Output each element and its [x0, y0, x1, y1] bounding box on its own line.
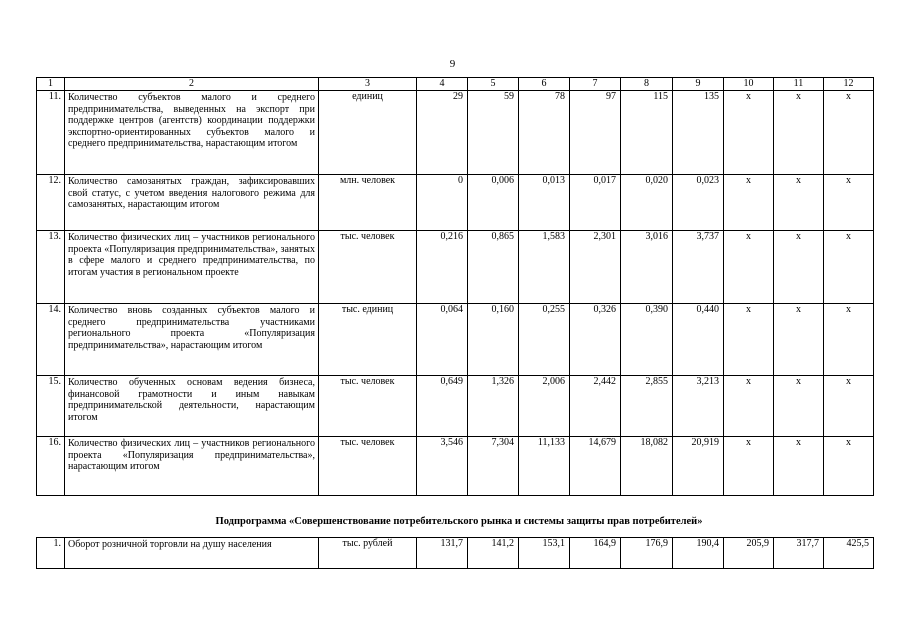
value-cell: 97 [570, 91, 621, 175]
value-cell: х [774, 91, 824, 175]
value-cell: 29 [417, 91, 468, 175]
value-cell: 425,5 [824, 538, 874, 569]
table-row [37, 437, 874, 496]
value-cell: 0,216 [417, 231, 468, 304]
value-cell: х [724, 175, 774, 231]
unit-of-measure: тыс. человек [319, 437, 417, 496]
column-header: 1 [37, 78, 65, 91]
value-cell: 0,440 [673, 304, 724, 376]
value-cell: 3,546 [417, 437, 468, 496]
unit-of-measure: млн. человек [319, 175, 417, 231]
column-header: 10 [724, 78, 774, 91]
value-cell: 115 [621, 91, 673, 175]
indicators-table [36, 77, 874, 496]
value-cell: х [824, 175, 874, 231]
row-number: 12. [37, 175, 65, 231]
indicator-name: Оборот розничной торговли на душу населения [65, 538, 319, 569]
indicator-name: Количество физических лиц – участников регионального проекта «Популяризация предпринимательства», нарастающим итогом [65, 437, 319, 496]
value-cell: 190,4 [673, 538, 724, 569]
value-cell: х [824, 437, 874, 496]
table-row [37, 376, 874, 437]
value-cell: 1,583 [519, 231, 570, 304]
table-row [37, 231, 874, 304]
column-header: 8 [621, 78, 673, 91]
value-cell: 0 [417, 175, 468, 231]
column-header: 11 [774, 78, 824, 91]
value-cell: 2,006 [519, 376, 570, 437]
value-cell: 3,213 [673, 376, 724, 437]
page-number: 9 [449, 58, 456, 70]
value-cell: 0,865 [468, 231, 519, 304]
value-cell: 141,2 [468, 538, 519, 569]
value-cell: 7,304 [468, 437, 519, 496]
column-header: 2 [65, 78, 319, 91]
value-cell: 164,9 [570, 538, 621, 569]
row-number: 1. [37, 538, 65, 569]
value-cell: 0,013 [519, 175, 570, 231]
row-number: 16. [37, 437, 65, 496]
indicator-name: Количество вновь созданных субъектов малого и среднего предпринимательства участниками регионального проекта «Популяризация предпринимательства», нарастающим итогом [65, 304, 319, 376]
value-cell: х [774, 304, 824, 376]
value-cell: х [824, 376, 874, 437]
unit-of-measure: тыс. единиц [319, 304, 417, 376]
value-cell: 18,082 [621, 437, 673, 496]
subprogram-table [36, 537, 874, 569]
value-cell: 3,737 [673, 231, 724, 304]
unit-of-measure: единиц [319, 91, 417, 175]
value-cell: 135 [673, 91, 724, 175]
table-row [37, 538, 874, 569]
unit-of-measure: тыс. человек [319, 376, 417, 437]
row-number: 13. [37, 231, 65, 304]
value-cell: х [724, 304, 774, 376]
indicator-name: Количество обученных основам ведения бизнеса, финансовой грамотности и иным навыкам предпринимательской деятельности, нарастающим итогом [65, 376, 319, 437]
value-cell: 2,301 [570, 231, 621, 304]
value-cell: х [774, 231, 824, 304]
value-cell: 0,017 [570, 175, 621, 231]
value-cell: х [774, 437, 824, 496]
column-header: 5 [468, 78, 519, 91]
value-cell: 0,649 [417, 376, 468, 437]
value-cell: 153,1 [519, 538, 570, 569]
value-cell: 131,7 [417, 538, 468, 569]
table-row [37, 304, 874, 376]
column-header: 6 [519, 78, 570, 91]
value-cell: 78 [519, 91, 570, 175]
value-cell: 317,7 [774, 538, 824, 569]
value-cell: 59 [468, 91, 519, 175]
column-header: 12 [824, 78, 874, 91]
value-cell: 0,326 [570, 304, 621, 376]
subprogram-title: Подпрограмма «Совершенствование потребительского рынка и системы защиты прав потребителей» [215, 516, 703, 527]
column-number-row [37, 78, 874, 91]
value-cell: 2,855 [621, 376, 673, 437]
value-cell: 0,255 [519, 304, 570, 376]
value-cell: х [724, 376, 774, 437]
value-cell: 0,390 [621, 304, 673, 376]
table-row [37, 91, 874, 175]
value-cell: х [724, 231, 774, 304]
value-cell: х [824, 304, 874, 376]
value-cell: 205,9 [724, 538, 774, 569]
column-header: 3 [319, 78, 417, 91]
table-row [37, 175, 874, 231]
value-cell: 11,133 [519, 437, 570, 496]
value-cell: 1,326 [468, 376, 519, 437]
value-cell: 0,006 [468, 175, 519, 231]
value-cell: 0,160 [468, 304, 519, 376]
value-cell: 2,442 [570, 376, 621, 437]
row-number: 15. [37, 376, 65, 437]
value-cell: х [824, 231, 874, 304]
value-cell: х [724, 91, 774, 175]
row-number: 11. [37, 91, 65, 175]
value-cell: 20,919 [673, 437, 724, 496]
value-cell: 3,016 [621, 231, 673, 304]
value-cell: 14,679 [570, 437, 621, 496]
indicator-name: Количество физических лиц – участников регионального проекта «Популяризация предпринимательства», занятых в сфере малого и среднего предпринимательства, по итогам участия в региональном проекте [65, 231, 319, 304]
indicator-name: Количество субъектов малого и среднего предпринимательства, выведенных на экспорт при поддержке центров (агентств) координации поддержки экспортно-ориентированных субъектов малого и среднего предпринимательства, нарастающим итогом [65, 91, 319, 175]
value-cell: 0,023 [673, 175, 724, 231]
column-header: 9 [673, 78, 724, 91]
unit-of-measure: тыс. человек [319, 231, 417, 304]
indicator-name: Количество самозанятых граждан, зафиксировавших свой статус, с учетом введения налогового режима для самозанятых, нарастающим итогом [65, 175, 319, 231]
unit-of-measure: тыс. рублей [319, 538, 417, 569]
column-header: 4 [417, 78, 468, 91]
value-cell: х [774, 376, 824, 437]
value-cell: 0,064 [417, 304, 468, 376]
value-cell: х [724, 437, 774, 496]
value-cell: х [774, 175, 824, 231]
value-cell: 0,020 [621, 175, 673, 231]
value-cell: х [824, 91, 874, 175]
column-header: 7 [570, 78, 621, 91]
value-cell: 176,9 [621, 538, 673, 569]
row-number: 14. [37, 304, 65, 376]
